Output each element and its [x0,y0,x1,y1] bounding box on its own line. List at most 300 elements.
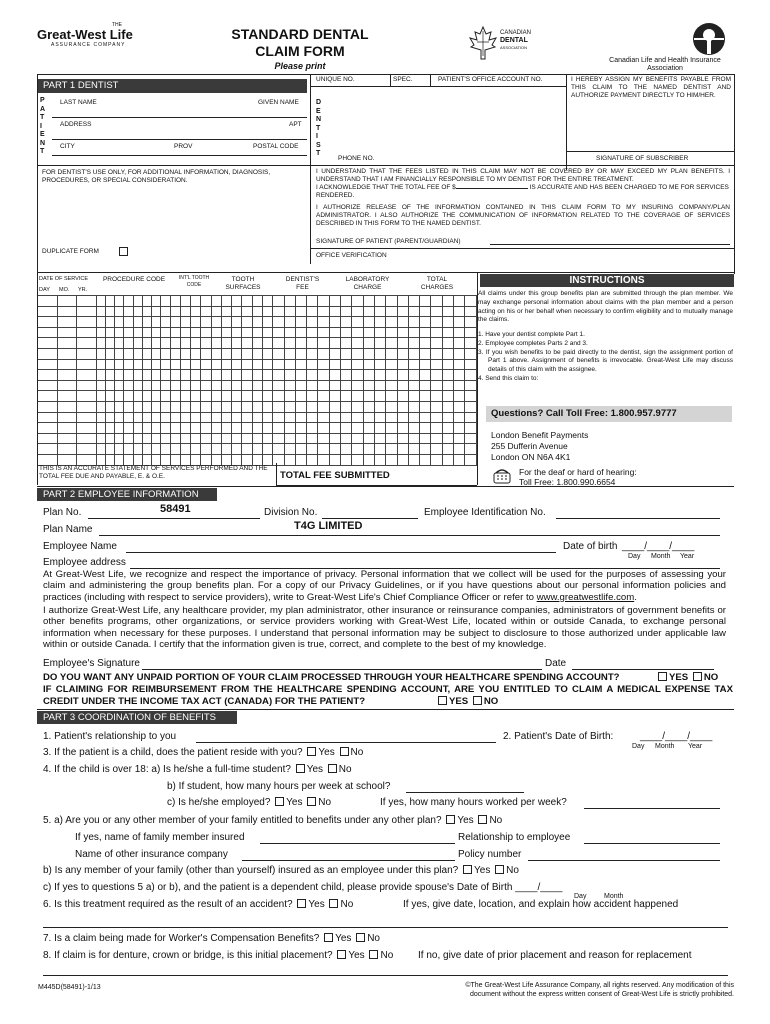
service-cell[interactable] [161,454,170,465]
service-cell[interactable] [341,359,352,370]
service-cell[interactable] [133,317,142,328]
service-cell[interactable] [232,433,242,444]
service-cell[interactable] [329,296,340,307]
service-cell[interactable] [77,433,97,444]
service-cell[interactable] [38,306,58,317]
service-cell[interactable] [142,359,151,370]
service-cell[interactable] [201,444,211,455]
service-row[interactable] [38,338,477,349]
service-cell[interactable] [77,359,97,370]
dob-slashes[interactable]: ____/____/____ [622,541,695,552]
q5a-yes-checkbox[interactable] [446,815,455,824]
service-cell[interactable] [420,412,431,423]
service-cell[interactable] [105,412,114,423]
service-cell[interactable] [57,327,77,338]
service-cell[interactable] [152,380,161,391]
service-cell[interactable] [57,423,77,434]
service-cell[interactable] [284,401,295,412]
service-cell[interactable] [352,370,363,381]
service-cell[interactable] [465,306,477,317]
service-cell[interactable] [262,433,272,444]
service-cell[interactable] [77,327,97,338]
service-cell[interactable] [352,359,363,370]
service-cell[interactable] [386,338,397,349]
service-cell[interactable] [363,306,374,317]
service-cell[interactable] [262,370,272,381]
service-cell[interactable] [161,433,170,444]
service-cell[interactable] [442,370,453,381]
service-cell[interactable] [115,423,124,434]
service-cell[interactable] [133,454,142,465]
service-cell[interactable] [329,380,340,391]
q4c-yes-checkbox[interactable] [275,797,284,806]
service-cell[interactable] [374,370,385,381]
service-cell[interactable] [442,317,453,328]
service-cell[interactable] [420,423,431,434]
service-cell[interactable] [352,380,363,391]
service-cell[interactable] [96,348,105,359]
service-cell[interactable] [133,338,142,349]
service-cell[interactable] [133,348,142,359]
service-cell[interactable] [96,359,105,370]
service-cell[interactable] [96,444,105,455]
service-cell[interactable] [295,296,306,307]
service-cell[interactable] [57,454,77,465]
service-cell[interactable] [252,359,262,370]
service-cell[interactable] [191,348,201,359]
service-cell[interactable] [262,338,272,349]
service-cell[interactable] [142,423,151,434]
service-cell[interactable] [221,327,231,338]
service-cell[interactable] [242,454,252,465]
service-cell[interactable] [232,412,242,423]
service-cell[interactable] [374,359,385,370]
service-cell[interactable] [142,380,151,391]
service-cell[interactable] [374,454,385,465]
service-cell[interactable] [454,412,465,423]
service-cell[interactable] [295,348,306,359]
service-cell[interactable] [152,370,161,381]
service-cell[interactable] [454,317,465,328]
service-cell[interactable] [341,327,352,338]
employee-id-field[interactable] [556,518,720,519]
service-cell[interactable] [431,391,442,402]
service-cell[interactable] [295,423,306,434]
service-cell[interactable] [363,370,374,381]
service-cell[interactable] [242,412,252,423]
service-cell[interactable] [363,444,374,455]
service-cell[interactable] [374,348,385,359]
service-cell[interactable] [191,454,201,465]
service-cell[interactable] [465,412,477,423]
service-cell[interactable] [105,348,114,359]
service-cell[interactable] [273,348,284,359]
service-cell[interactable] [273,433,284,444]
service-cell[interactable] [397,306,408,317]
employee-name-field[interactable] [126,552,556,553]
service-cell[interactable] [352,327,363,338]
service-cell[interactable] [115,380,124,391]
service-cell[interactable] [318,317,329,328]
service-row[interactable] [38,401,477,412]
service-cell[interactable] [191,359,201,370]
service-cell[interactable] [211,433,221,444]
service-cell[interactable] [221,444,231,455]
service-cell[interactable] [431,423,442,434]
service-cell[interactable] [96,370,105,381]
service-cell[interactable] [307,296,318,307]
service-cell[interactable] [170,306,180,317]
service-cell[interactable] [329,401,340,412]
service-cell[interactable] [38,317,58,328]
service-cell[interactable] [115,401,124,412]
service-cell[interactable] [465,380,477,391]
service-cell[interactable] [363,317,374,328]
service-cell[interactable] [57,338,77,349]
employee-signature-field[interactable] [142,669,542,670]
service-cell[interactable] [124,401,133,412]
service-cell[interactable] [408,401,419,412]
service-cell[interactable] [232,306,242,317]
service-cell[interactable] [221,412,231,423]
service-cell[interactable] [284,444,295,455]
q7-no-checkbox[interactable] [356,933,365,942]
service-cell[interactable] [252,327,262,338]
service-cell[interactable] [408,348,419,359]
service-cell[interactable] [352,433,363,444]
service-cell[interactable] [374,338,385,349]
service-cell[interactable] [408,359,419,370]
service-cell[interactable] [363,327,374,338]
service-cell[interactable] [307,370,318,381]
service-cell[interactable] [180,338,190,349]
service-cell[interactable] [252,306,262,317]
service-cell[interactable] [105,306,114,317]
service-cell[interactable] [454,380,465,391]
service-cell[interactable] [442,348,453,359]
service-cell[interactable] [170,401,180,412]
service-cell[interactable] [252,412,262,423]
service-cell[interactable] [420,359,431,370]
service-cell[interactable] [284,412,295,423]
service-cell[interactable] [262,391,272,402]
service-cell[interactable] [170,423,180,434]
service-cell[interactable] [273,444,284,455]
service-cell[interactable] [397,380,408,391]
service-cell[interactable] [363,296,374,307]
service-cell[interactable] [352,317,363,328]
service-cell[interactable] [420,370,431,381]
service-cell[interactable] [180,391,190,402]
service-cell[interactable] [221,338,231,349]
service-cell[interactable] [124,327,133,338]
service-cell[interactable] [465,348,477,359]
q8-no-checkbox[interactable] [369,950,378,959]
service-cell[interactable] [329,327,340,338]
service-cell[interactable] [431,306,442,317]
service-cell[interactable] [133,444,142,455]
service-cell[interactable] [124,423,133,434]
service-cell[interactable] [152,454,161,465]
service-cell[interactable] [211,444,221,455]
service-cell[interactable] [242,359,252,370]
service-cell[interactable] [352,423,363,434]
service-cell[interactable] [180,370,190,381]
service-cell[interactable] [142,401,151,412]
service-cell[interactable] [232,338,242,349]
service-cell[interactable] [57,317,77,328]
service-cell[interactable] [77,296,97,307]
service-cell[interactable] [170,433,180,444]
service-cell[interactable] [180,444,190,455]
service-cell[interactable] [454,391,465,402]
service-cell[interactable] [170,380,180,391]
service-cell[interactable] [273,327,284,338]
service-cell[interactable] [242,317,252,328]
service-cell[interactable] [318,401,329,412]
service-cell[interactable] [329,454,340,465]
service-cell[interactable] [152,306,161,317]
service-cell[interactable] [465,391,477,402]
service-row[interactable] [38,391,477,402]
service-cell[interactable] [386,306,397,317]
service-cell[interactable] [374,327,385,338]
service-cell[interactable] [133,306,142,317]
policy-number-field[interactable] [528,860,720,861]
service-cell[interactable] [221,317,231,328]
service-cell[interactable] [191,444,201,455]
service-cell[interactable] [341,433,352,444]
service-cell[interactable] [295,412,306,423]
service-cell[interactable] [38,444,58,455]
service-cell[interactable] [232,401,242,412]
service-cell[interactable] [442,423,453,434]
service-cell[interactable] [262,306,272,317]
service-cell[interactable] [133,423,142,434]
service-cell[interactable] [77,306,97,317]
service-cell[interactable] [341,296,352,307]
service-cell[interactable] [431,444,442,455]
service-cell[interactable] [38,359,58,370]
service-cell[interactable] [142,317,151,328]
service-cell[interactable] [38,423,58,434]
service-cell[interactable] [341,444,352,455]
service-cell[interactable] [232,317,242,328]
service-cell[interactable] [307,338,318,349]
service-cell[interactable] [142,454,151,465]
patient-dob-field[interactable]: ____/____/____ [640,731,713,742]
service-cell[interactable] [77,380,97,391]
service-cell[interactable] [442,359,453,370]
service-cell[interactable] [431,401,442,412]
service-cell[interactable] [115,359,124,370]
service-row[interactable] [38,444,477,455]
service-cell[interactable] [318,423,329,434]
service-cell[interactable] [124,296,133,307]
service-cell[interactable] [329,338,340,349]
service-cell[interactable] [273,359,284,370]
service-cell[interactable] [252,370,262,381]
service-cell[interactable] [180,401,190,412]
service-cell[interactable] [284,391,295,402]
service-cell[interactable] [191,338,201,349]
service-cell[interactable] [57,380,77,391]
service-cell[interactable] [386,359,397,370]
service-cell[interactable] [57,348,77,359]
service-cell[interactable] [352,338,363,349]
service-cell[interactable] [180,327,190,338]
service-cell[interactable] [420,296,431,307]
service-cell[interactable] [454,444,465,455]
signature-patient-field[interactable] [490,244,730,245]
service-cell[interactable] [232,296,242,307]
service-cell[interactable] [170,444,180,455]
q7-yes-checkbox[interactable] [324,933,333,942]
service-cell[interactable] [329,317,340,328]
service-cell[interactable] [284,359,295,370]
service-cell[interactable] [318,444,329,455]
service-cell[interactable] [318,433,329,444]
service-cell[interactable] [57,306,77,317]
service-cell[interactable] [152,348,161,359]
service-cell[interactable] [386,296,397,307]
service-cell[interactable] [161,317,170,328]
service-cell[interactable] [442,454,453,465]
service-cell[interactable] [152,423,161,434]
q4a-yes-checkbox[interactable] [296,764,305,773]
service-cell[interactable] [142,391,151,402]
service-cell[interactable] [221,359,231,370]
service-cell[interactable] [397,338,408,349]
service-cell[interactable] [242,380,252,391]
service-cell[interactable] [262,380,272,391]
service-row[interactable] [38,348,477,359]
service-cell[interactable] [307,359,318,370]
service-cell[interactable] [38,401,58,412]
service-cell[interactable] [431,412,442,423]
relationship-employee-field[interactable] [584,843,720,844]
service-cell[interactable] [124,454,133,465]
service-cell[interactable] [295,306,306,317]
service-cell[interactable] [284,423,295,434]
service-cell[interactable] [133,401,142,412]
service-cell[interactable] [191,296,201,307]
service-cell[interactable] [307,412,318,423]
service-cell[interactable] [465,327,477,338]
service-cell[interactable] [221,401,231,412]
service-cell[interactable] [191,370,201,381]
service-cell[interactable] [211,296,221,307]
service-cell[interactable] [201,327,211,338]
service-cell[interactable] [341,391,352,402]
service-cell[interactable] [105,296,114,307]
service-cell[interactable] [170,391,180,402]
service-cell[interactable] [201,317,211,328]
service-cell[interactable] [363,348,374,359]
service-cell[interactable] [307,348,318,359]
service-cell[interactable] [115,454,124,465]
service-cell[interactable] [152,317,161,328]
service-cell[interactable] [252,317,262,328]
service-cell[interactable] [454,338,465,349]
service-cell[interactable] [295,327,306,338]
service-cell[interactable] [284,317,295,328]
service-cell[interactable] [341,306,352,317]
service-cell[interactable] [221,306,231,317]
service-cell[interactable] [77,391,97,402]
service-row[interactable] [38,306,477,317]
q5b-yes-checkbox[interactable] [463,865,472,874]
service-cell[interactable] [318,327,329,338]
service-cell[interactable] [170,296,180,307]
division-no-field[interactable] [322,518,418,519]
service-cell[interactable] [152,296,161,307]
service-cell[interactable] [442,401,453,412]
service-cell[interactable] [420,348,431,359]
service-cell[interactable] [133,359,142,370]
service-cell[interactable] [170,348,180,359]
service-cell[interactable] [352,454,363,465]
service-cell[interactable] [242,391,252,402]
service-cell[interactable] [57,391,77,402]
service-cell[interactable] [191,423,201,434]
service-cell[interactable] [454,401,465,412]
service-cell[interactable] [252,423,262,434]
service-cell[interactable] [252,454,262,465]
service-row[interactable] [38,317,477,328]
service-cell[interactable] [318,380,329,391]
service-cell[interactable] [180,454,190,465]
service-cell[interactable] [242,348,252,359]
service-cell[interactable] [386,401,397,412]
service-cell[interactable] [115,444,124,455]
service-cell[interactable] [96,433,105,444]
service-cell[interactable] [386,348,397,359]
service-cell[interactable] [420,380,431,391]
service-cell[interactable] [465,423,477,434]
service-cell[interactable] [284,454,295,465]
service-cell[interactable] [211,306,221,317]
service-cell[interactable] [352,306,363,317]
service-cell[interactable] [38,338,58,349]
service-row[interactable] [38,433,477,444]
service-cell[interactable] [77,423,97,434]
service-cell[interactable] [408,423,419,434]
service-cell[interactable] [38,296,58,307]
service-cell[interactable] [201,454,211,465]
service-cell[interactable] [105,370,114,381]
service-cell[interactable] [77,370,97,381]
service-cell[interactable] [341,401,352,412]
service-row[interactable] [38,454,477,465]
service-cell[interactable] [318,348,329,359]
service-cell[interactable] [454,370,465,381]
service-cell[interactable] [318,370,329,381]
service-cell[interactable] [161,391,170,402]
service-cell[interactable] [397,317,408,328]
service-cell[interactable] [420,433,431,444]
service-cell[interactable] [465,433,477,444]
service-cell[interactable] [273,380,284,391]
service-cell[interactable] [152,412,161,423]
service-cell[interactable] [295,444,306,455]
service-cell[interactable] [133,327,142,338]
service-cell[interactable] [408,444,419,455]
service-cell[interactable] [307,317,318,328]
service-cell[interactable] [124,348,133,359]
service-cell[interactable] [341,348,352,359]
service-cell[interactable] [329,391,340,402]
